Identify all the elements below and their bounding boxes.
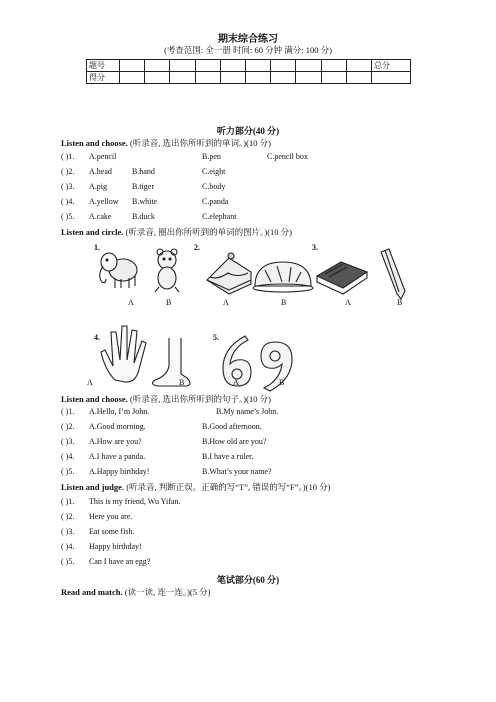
cake-image[interactable] (207, 253, 251, 294)
picture-set (85, 240, 415, 392)
option-label: B (397, 298, 403, 307)
listening-section-title: 听力部分(40 分) (216, 126, 280, 136)
picture-number: 2. (194, 243, 200, 252)
score-table-total: 总分 (372, 60, 411, 72)
book-image[interactable] (317, 262, 367, 294)
bear-image[interactable] (155, 249, 179, 292)
picture-number: 1. (94, 243, 100, 252)
option-label: B (279, 378, 285, 387)
writing-section-title: 笔试部分(60 分) (216, 575, 280, 585)
exam-info: (考查范围: 全一册 时间: 60 分钟 满分: 100 分) (164, 45, 332, 55)
score-table (86, 59, 411, 84)
foot-image[interactable] (152, 338, 190, 386)
option-label: A (233, 378, 239, 387)
hand-image[interactable] (101, 326, 146, 382)
option-label: A (223, 298, 229, 307)
option-label: A (345, 298, 351, 307)
q4-heading: Listen and judge. (听录音, 判断正误。正确的写“T”, 错误的写“F”。)(10 分) (61, 482, 331, 492)
page-title: 期末综合练习 (218, 34, 278, 45)
picture-number: 5. (213, 333, 219, 342)
option-label: B (281, 298, 287, 307)
q3-heading: Listen and choose. (听录音, 选出你所听到的句子。)(10 分) (61, 394, 271, 404)
picture-number: 4. (94, 333, 100, 342)
pencil-image[interactable] (381, 249, 405, 299)
q2-heading: Listen and circle. (听录音, 圈出你所听到的单词的图片。)(10 分) (61, 227, 292, 237)
elephant-image[interactable] (100, 253, 137, 288)
q5-heading: Read and match. (读一读, 连一连。)(5 分) (61, 587, 211, 597)
number-nine-image[interactable] (261, 342, 292, 391)
option-label: B (179, 378, 185, 387)
option-label: B (166, 298, 172, 307)
picture-number: 3. (312, 243, 318, 252)
bread-image[interactable] (253, 262, 313, 292)
option-label: A (87, 378, 93, 387)
score-table-label: 题号 (87, 60, 120, 72)
q1-heading: Listen and choose. (听录音, 选出你所听到的单词。)(10 分) (61, 138, 271, 148)
option-label: A (128, 298, 134, 307)
score-table-label: 得分 (87, 72, 120, 84)
